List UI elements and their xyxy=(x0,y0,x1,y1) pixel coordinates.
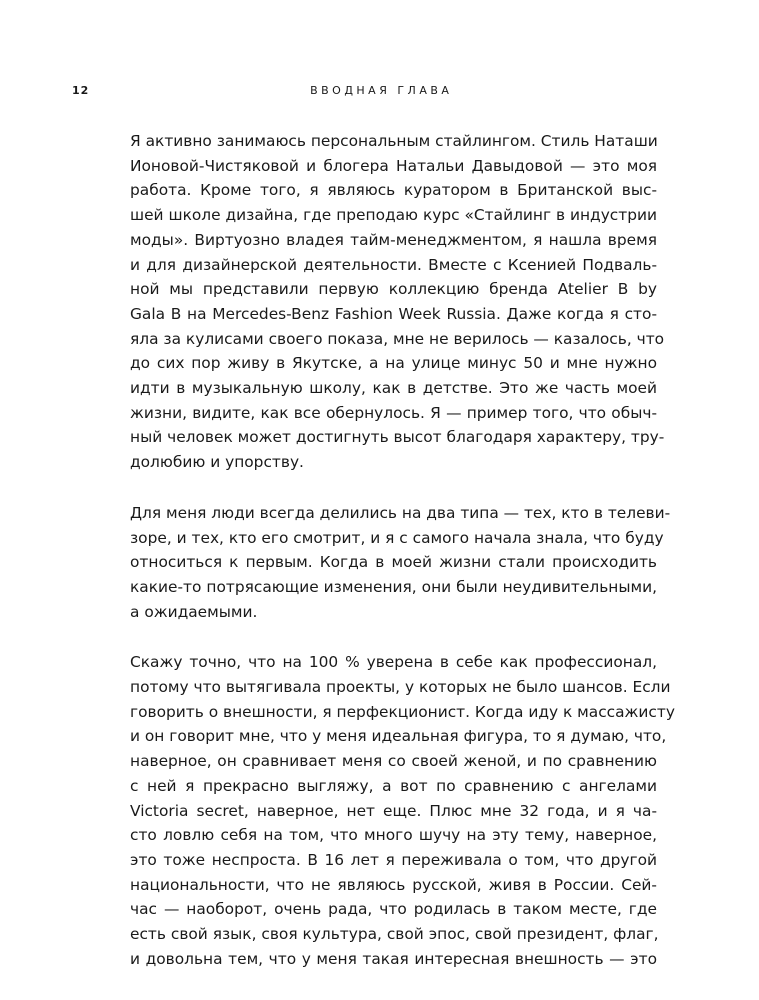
text-line: ной мы представили первую коллекцию бренда Atelier B by xyxy=(130,280,657,299)
text-line: это тоже неспроста. В 16 лет я переживала о том, что другой xyxy=(130,850,657,869)
text-line: и для дизайнерской деятельности. Вместе с Ксенией Подваль- xyxy=(130,255,657,274)
text-line: национальности, что не являюсь русской, живя в России. Сей- xyxy=(130,875,657,894)
running-head: ВВОДНАЯ ГЛАВА xyxy=(310,84,453,97)
text-line: до сих пор живу в Якутске, а на улице минус 50 и мне нужно xyxy=(130,354,657,373)
paragraph-3 xyxy=(130,650,675,971)
text-line: с ней я прекрасно выгляжу, а вот по сравнению с ангелами xyxy=(130,776,657,795)
text-line: и он говорит мне, что у меня идеальная фигура, то я думаю, что, xyxy=(130,727,667,746)
text-line: работа. Кроме того, я являюсь куратором в Британской выс- xyxy=(130,181,657,200)
text-line: наверное, он сравнивает меня со своей женой, и по сравнению xyxy=(130,752,657,771)
body-text xyxy=(130,129,675,998)
text-line: яла за кулисами своего показа, мне не верилось — казалось, что xyxy=(130,329,665,348)
text-line: шей школе дизайна, где преподаю курс «Стайлинг в индустрии xyxy=(130,206,657,225)
text-line: а ожидаемыми. xyxy=(130,602,258,621)
text-line: Для меня люди всегда делились на два типа — тех, кто в телеви- xyxy=(130,503,671,522)
text-line: ный человек может достигнуть высот благодаря характеру, тру- xyxy=(130,428,665,447)
text-line: Gala B на Mercedes-Benz Fashion Week Russia. Даже когда я сто- xyxy=(130,304,657,323)
text-line: сто ловлю себя на том, что много шучу на эту тему, наверное, xyxy=(130,826,657,845)
text-line: идти в музыкальную школу, как в детстве. Это же часть моей xyxy=(130,379,657,398)
text-line: Victoria secret, наверное, нет еще. Плюс мне 32 года, и я ча- xyxy=(130,801,657,820)
text-line: час — наоборот, очень рада, что родилась в таком месте, где xyxy=(130,900,657,919)
text-line: и довольна тем, что у меня такая интересная внешность — это xyxy=(130,949,657,968)
text-line: Я активно занимаюсь персональным стайлингом. Стиль Наташи xyxy=(130,132,658,150)
paragraph-2 xyxy=(130,501,671,625)
text-line: долюбию и упорству. xyxy=(130,453,304,472)
text-line: потому что вытягивала проекты, у которых не было шансов. Если xyxy=(130,678,671,697)
text-line: какие-то потрясающие изменения, они были неудивительными, xyxy=(130,577,657,596)
text-line: говорить о внешности, я перфекционист. Когда иду к массажисту xyxy=(130,702,675,721)
text-line: Ионовой-Чистяковой и блогера Натальи Давыдовой — это моя xyxy=(130,156,657,175)
text-line: жизни, видите, как все обернулось. Я — пример того, что обыч- xyxy=(130,403,657,422)
page-number: 12 xyxy=(72,84,90,97)
text-line: зоре, и тех, кто его смотрит, и я с самого начала знала, что буду xyxy=(130,528,664,547)
text-line: есть свой язык, своя культура, свой эпос, свой президент, флаг, xyxy=(130,925,659,944)
text-line: относиться к первым. Когда в моей жизни стали происходить xyxy=(130,553,657,572)
text-line: моды». Виртуозно владея тайм-менеджментом, я нашла время xyxy=(130,230,657,249)
text-line: Скажу точно, что на 100 % уверена в себе как профессионал, xyxy=(130,653,657,672)
paragraph-1 xyxy=(130,129,665,475)
